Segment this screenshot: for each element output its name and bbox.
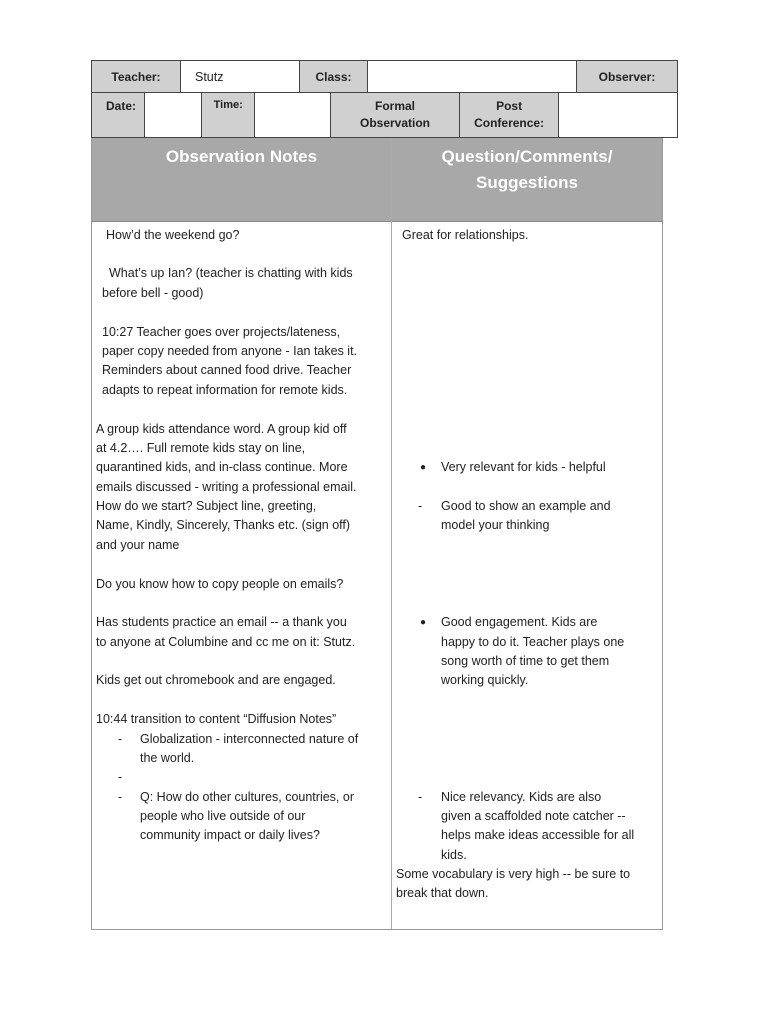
observation-notes-heading: Observation Notes [165, 147, 318, 166]
post-conference-label [460, 93, 560, 137]
dash-marker: - [118, 790, 123, 804]
comment-line: helps make ideas accessible for all [441, 828, 635, 842]
dash-marker: - [418, 499, 423, 513]
observation-table [91, 138, 663, 930]
comment-line: song worth of time to get them [441, 654, 610, 668]
note-line: How’d the weekend go? [106, 228, 240, 242]
column-divider [391, 138, 392, 929]
post-label-line2: Conference: [474, 116, 545, 130]
dash-marker: - [118, 732, 123, 746]
time-label: Time: [202, 93, 255, 137]
note-line: Has students practice an email -- a thank you [96, 615, 347, 629]
note-line: Globalization - interconnected nature of [140, 732, 359, 746]
note-line: before bell - good) [102, 286, 204, 300]
note-line: quarantined kids, and in-class continue. More [96, 460, 348, 474]
comment-line: Very relevant for kids - helpful [441, 460, 606, 474]
comment-line: Nice relevancy. Kids are also [441, 790, 602, 804]
note-line: Do you know how to copy people on emails? [96, 577, 344, 591]
note-line: How do we start? Subject line, greeting, [96, 499, 317, 513]
header-row-2 [91, 92, 678, 138]
dash-marker: - [418, 790, 423, 804]
time-field[interactable] [255, 93, 332, 137]
teacher-value: Stutz [195, 69, 224, 84]
observer-label: Observer: [577, 61, 677, 92]
class-field[interactable] [368, 61, 577, 92]
note-line: paper copy needed from anyone - Ian takes it. [102, 344, 358, 358]
note-line: 10:27 Teacher goes over projects/lateness, [102, 325, 341, 339]
header-divider [92, 221, 662, 222]
note-line: community impact or daily lives? [140, 828, 320, 842]
date-field[interactable] [145, 93, 202, 137]
note-line: Reminders about canned food drive. Teacher [102, 363, 352, 377]
dash-marker: - [118, 770, 123, 784]
note-line: Kids get out chromebook and are engaged. [96, 673, 336, 687]
note-line: A group kids attendance word. A group kid off [96, 422, 347, 436]
post-label-line1: Post [496, 99, 523, 113]
comment-line: Great for relationships. [402, 228, 529, 242]
note-line: at 4.2…. Full remote kids stay on line, [96, 441, 306, 455]
formal-observation-label [331, 93, 460, 137]
post-conference-field[interactable] [559, 93, 677, 137]
bullet-marker: ● [420, 617, 427, 628]
formal-label-line2: Observation [359, 116, 431, 130]
note-line: Name, Kindly, Sincerely, Thanks etc. (sign off) [96, 518, 351, 532]
comment-line: model your thinking [441, 518, 550, 532]
note-line: Q: How do other cultures, countries, or [140, 790, 354, 804]
comment-line: given a scaffolded note catcher -- [441, 809, 626, 823]
comment-line: Some vocabulary is very high -- be sure to [396, 867, 631, 881]
class-label: Class: [300, 61, 368, 92]
comment-line: Good engagement. Kids are [441, 615, 598, 629]
teacher-label: Teacher: [92, 61, 181, 92]
table-header [92, 138, 662, 221]
teacher-field[interactable] [181, 61, 300, 92]
note-line: 10:44 transition to content “Diffusion Notes” [96, 712, 337, 726]
comments-heading [392, 144, 662, 196]
note-line: emails discussed - writing a professional email. [96, 480, 357, 494]
comment-line: Good to show an example and [441, 499, 611, 513]
note-line: adapts to repeat information for remote kids. [102, 383, 348, 397]
note-line: the world. [140, 751, 195, 765]
bullet-marker: ● [420, 462, 427, 473]
note-line: to anyone at Columbine and cc me on it: Stutz. [96, 635, 356, 649]
comment-line: happy to do it. Teacher plays one [441, 635, 625, 649]
comments-heading-line2: Suggestions [475, 173, 578, 192]
comments-heading-line1: Question/Comments/ [441, 147, 613, 166]
comment-line: working quickly. [441, 673, 529, 687]
note-line: people who live outside of our [140, 809, 306, 823]
date-label: Date: [92, 93, 145, 137]
formal-label-line1: Formal [374, 99, 415, 113]
comment-line: kids. [441, 848, 467, 862]
note-line: What’s up Ian? (teacher is chatting with kids [109, 266, 353, 280]
note-line: and your name [96, 538, 180, 552]
header-row-1 [91, 60, 678, 93]
comment-line: break that down. [396, 886, 489, 900]
